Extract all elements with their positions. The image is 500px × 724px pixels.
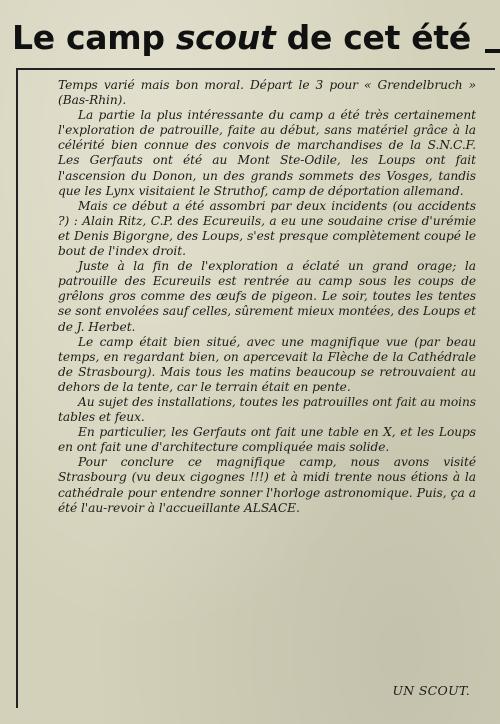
headline-rule: [485, 49, 500, 53]
article-headline: [12, 10, 492, 66]
paragraph-1: Temps varié mais bon moral. Départ le 3 pour « Grendelbruch » (Bas-Rhin).: [58, 78, 476, 108]
paragraph-2: La partie la plus intéressante du camp a été très certainement l'exploration de patrouille, faite au début, sans matériel grâce à la célérité bien connue des convois de marchandises de la S.N.C.F. Les Gerfauts ont été au Mont Ste-Odile, les Loups ont fait l'ascension du Donon, un des grands sommets des Vosges, tandis que les Lynx visitaient le Struthof, camp de déportation allemand.: [58, 108, 476, 198]
paragraph-5: Le camp était bien situé, avec une magnifique vue (par beau temps, en regardant bien, on apercevait la Flèche de la Cathédrale de Strasbourg). Mais tous les matins beaucoup se retrouvaient au dehors de la tente, car le terrain était en pente.: [58, 334, 476, 394]
paragraph-3: Mais ce début a été assombri par deux incidents (ou accidents ?) : Alain Ritz, C.P. des Ecureuils, a eu une soudaine crise d'urémie et Denis Bigorgne, des Loups, s'est presque complètement coupé le bout de l'index droit.: [58, 198, 476, 259]
paragraph-7: En particulier, les Gerfauts ont fait une table en X, et les Loups en ont fait une d'architecture compliquée mais solide.: [58, 425, 476, 455]
paragraph-6: Au sujet des installations, toutes les patrouilles ont fait au moins tables et feux.: [58, 394, 476, 425]
paragraph-8: Pour conclure ce magnifique camp, nous avons visité Strasbourg (vu deux cigognes !!!) et à midi trente nous étions à la cathédrale pour entendre sonner l'horloge astronomique. Puis, ça a été l'au-revoir à l'accueillante ALSACE.: [58, 455, 476, 515]
paragraph-4: Juste à la fin de l'exploration a éclaté un grand orage; la patrouille des Ecureuils est rentrée au camp sous les coups de grêlons gros comme des œufs de pigeon. Le soir, toutes les tentes se sont envolées sauf celles, sûrement mieux montées, des Loups et de J. Herbet.: [58, 259, 476, 334]
article-signature: UN SCOUT.: [392, 683, 470, 698]
headline-text-start: Le camp: [12, 18, 176, 57]
article-body: [58, 78, 476, 708]
headline-text-end: de cet été: [275, 18, 471, 57]
headline-text-scout: scout: [175, 18, 276, 57]
